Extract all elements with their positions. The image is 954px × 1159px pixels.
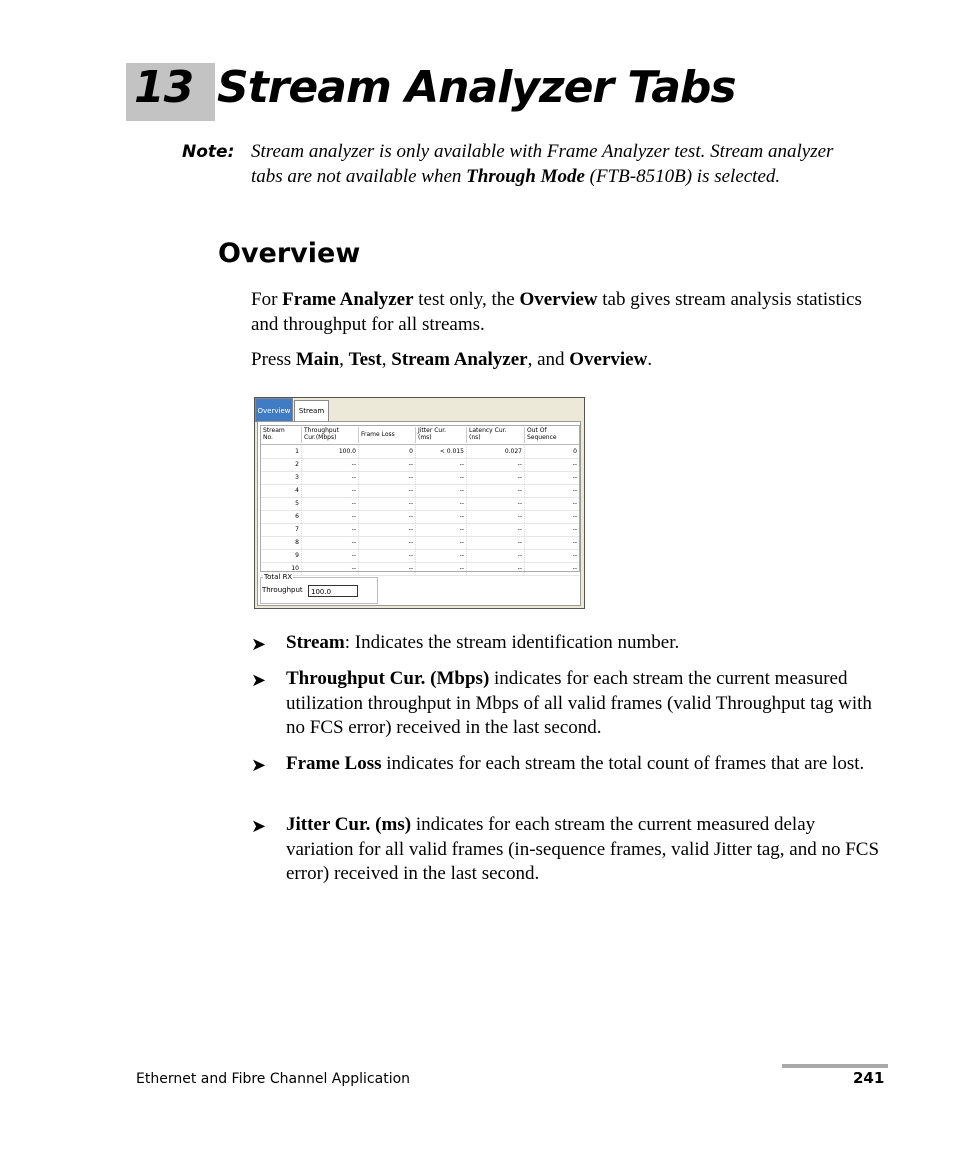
table-cell: -- xyxy=(301,471,358,484)
table-cell: 6 xyxy=(295,513,299,520)
table-cell: -- xyxy=(301,562,358,575)
header-jitter: Jitter Cur. (ms) xyxy=(415,427,466,443)
table-cell: -- xyxy=(415,510,466,523)
table-cell: -- xyxy=(358,536,415,549)
header-stream: Stream No. xyxy=(263,427,285,441)
table-cell: -- xyxy=(524,510,579,523)
table-cell: -- xyxy=(301,510,358,523)
table-cell: -- xyxy=(524,549,579,562)
throughput-field[interactable]: 100.0 xyxy=(308,585,358,597)
table-cell: 4 xyxy=(295,487,299,494)
table-row xyxy=(261,536,579,550)
table-cell: -- xyxy=(524,484,579,497)
bullet-arrow-icon: ➤ xyxy=(251,816,267,836)
header-out-of-sequence: Out Of Sequence xyxy=(524,427,579,443)
header-throughput: Throughput Cur.(Mbps) xyxy=(301,427,358,443)
table-row xyxy=(261,549,579,563)
table-row xyxy=(261,497,579,511)
chapter-title: Stream Analyzer Tabs xyxy=(217,62,736,113)
table-cell: -- xyxy=(524,497,579,510)
table-cell: -- xyxy=(524,458,579,471)
table-cell: 3 xyxy=(295,474,299,481)
table-cell: -- xyxy=(524,536,579,549)
table-cell: -- xyxy=(415,497,466,510)
table-cell: -- xyxy=(415,562,466,575)
table-cell: -- xyxy=(524,562,579,575)
table-cell: -- xyxy=(358,458,415,471)
stream-table xyxy=(260,425,580,572)
table-cell: -- xyxy=(301,536,358,549)
bullet-arrow-icon: ➤ xyxy=(251,670,267,690)
table-cell: -- xyxy=(466,536,524,549)
table-cell: -- xyxy=(301,497,358,510)
table-cell: -- xyxy=(301,458,358,471)
tab-stream[interactable]: Stream xyxy=(294,400,329,421)
table-cell: 10 xyxy=(291,565,299,572)
bullet-arrow-icon: ➤ xyxy=(251,634,267,654)
footer-rule xyxy=(782,1064,888,1068)
header-latency: Latency Cur. (ns) xyxy=(466,427,524,443)
table-row xyxy=(261,484,579,498)
section-heading: Overview xyxy=(218,238,361,269)
table-cell: -- xyxy=(415,523,466,536)
table-cell: -- xyxy=(358,497,415,510)
table-header xyxy=(261,426,579,445)
bullet-arrow-icon: ➤ xyxy=(251,755,267,775)
chapter-number: 13 xyxy=(134,62,194,113)
table-cell: -- xyxy=(466,562,524,575)
table-row xyxy=(261,523,579,537)
table-cell: -- xyxy=(301,523,358,536)
press-instruction: Press Main, Test, Stream Analyzer, and Overview. xyxy=(251,349,653,370)
total-rx-group xyxy=(260,573,378,604)
footer-document-title: Ethernet and Fibre Channel Application xyxy=(136,1071,411,1087)
table-cell: -- xyxy=(466,549,524,562)
table-cell: 0.027 xyxy=(466,445,524,458)
table-cell: -- xyxy=(415,458,466,471)
note-label: Note: xyxy=(182,142,235,162)
table-cell: -- xyxy=(466,458,524,471)
note-text: Stream analyzer is only available with Frame Analyzer test. Stream analyzer tabs are not available when Through Mode (FTB-8510B) is selected. xyxy=(251,141,834,187)
table-row xyxy=(261,445,579,459)
table-cell: -- xyxy=(358,510,415,523)
table-cell: 2 xyxy=(295,461,299,468)
table-row xyxy=(261,562,579,576)
table-cell: -- xyxy=(358,549,415,562)
table-cell: -- xyxy=(466,484,524,497)
table-cell: -- xyxy=(415,549,466,562)
table-cell: < 0.015 xyxy=(415,445,466,458)
table-cell: 9 xyxy=(295,552,299,559)
total-rx-label: Total RX xyxy=(264,573,293,581)
table-cell: -- xyxy=(415,484,466,497)
table-cell: 0 xyxy=(358,445,415,458)
note-bold: Through Mode xyxy=(466,165,585,187)
table-cell: -- xyxy=(301,484,358,497)
table-cell: -- xyxy=(524,523,579,536)
throughput-label: Throughput xyxy=(262,586,303,594)
header-frame-loss: Frame Loss xyxy=(358,427,415,443)
overview-pane xyxy=(257,421,581,606)
tab-overview[interactable]: Overview xyxy=(255,398,293,422)
table-cell: -- xyxy=(301,549,358,562)
page-number: 241 xyxy=(853,1069,885,1087)
table-row xyxy=(261,458,579,472)
table-cell: 5 xyxy=(295,500,299,507)
table-cell: -- xyxy=(358,562,415,575)
table-cell: -- xyxy=(415,536,466,549)
table-cell: -- xyxy=(466,471,524,484)
intro-paragraph: For Frame Analyzer test only, the Overview tab gives stream analysis statistics and throughput for all streams. xyxy=(251,289,862,335)
table-row xyxy=(261,510,579,524)
table-cell: 100.0 xyxy=(301,445,358,458)
table-cell: 0 xyxy=(524,445,579,458)
table-cell: -- xyxy=(466,497,524,510)
table-cell: -- xyxy=(524,471,579,484)
table-cell: -- xyxy=(466,510,524,523)
table-cell: -- xyxy=(358,523,415,536)
table-cell: 7 xyxy=(295,526,299,533)
table-cell: 1 xyxy=(295,448,299,455)
table-cell: -- xyxy=(358,471,415,484)
table-cell: -- xyxy=(358,484,415,497)
stream-analyzer-screenshot xyxy=(254,397,585,609)
table-cell: 8 xyxy=(295,539,299,546)
table-cell: -- xyxy=(415,471,466,484)
table-cell: -- xyxy=(466,523,524,536)
tab-bar xyxy=(255,398,584,422)
table-row xyxy=(261,471,579,485)
